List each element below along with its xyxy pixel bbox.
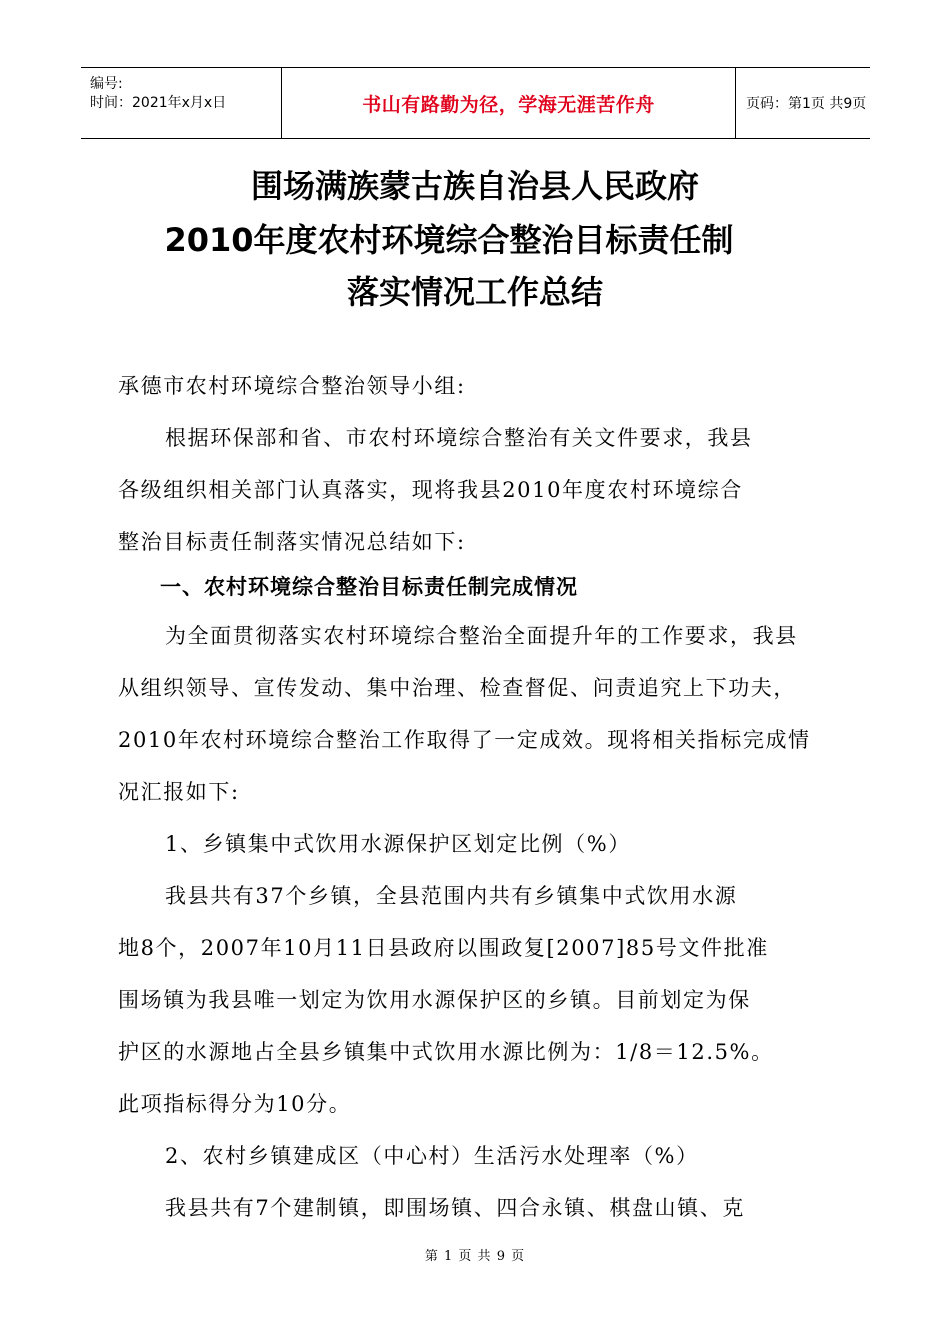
header-meta-cell xyxy=(81,68,281,138)
title-line-3: 落实情况工作总结 xyxy=(346,273,603,311)
item-1-heading: 1、乡镇集中式饮用水源保护区划定比例（%） xyxy=(165,832,631,856)
title-line-2: 2010年度农村环境综合整治目标责任制 xyxy=(164,221,734,259)
section-1-heading: 一、农村环境综合整治目标责任制完成情况 xyxy=(160,575,578,599)
section-1-line-1: 为全面贯彻落实农村环境综合整治全面提升年的工作要求，我县 xyxy=(165,624,798,648)
footer-page-number: 第 1 页 共 9 页 xyxy=(424,1249,526,1264)
section-1-line-2: 从组织领导、宣传发动、集中治理、检查督促、问责追究上下功夫， xyxy=(118,676,796,700)
item-1-line-2: 地8个，2007年10月11日县政府以围政复[2007]85号文件批准 xyxy=(118,936,769,960)
header-motto-cell xyxy=(281,68,736,138)
title-line-1: 围场满族蒙古族自治县人民政府 xyxy=(250,167,699,205)
item-2-heading: 2、农村乡镇建成区（中心村）生活污水处理率（%） xyxy=(165,1144,699,1168)
intro-line-1: 根据环保部和省、市农村环境综合整治有关文件要求，我县 xyxy=(165,426,753,450)
salutation: 承德市农村环境综合整治领导小组: xyxy=(118,374,466,398)
header-page-info: 页码：第1页 共9页 xyxy=(746,96,867,112)
time-label: 时间：2021年x月x日 xyxy=(90,95,227,111)
item-2-line-1: 我县共有7个建制镇，即围场镇、四合永镇、棋盘山镇、克 xyxy=(165,1196,745,1220)
item-1-line-3: 围场镇为我县唯一划定为饮用水源保护区的乡镇。目前划定为保 xyxy=(118,988,751,1012)
intro-line-3: 整治目标责任制落实情况总结如下: xyxy=(118,530,466,554)
intro-line-2: 各级组织相关部门认真落实，现将我县2010年度农村环境综合 xyxy=(118,478,743,502)
header-page-cell xyxy=(736,68,870,138)
section-1-line-4: 况汇报如下: xyxy=(118,780,240,804)
serial-label: 编号: xyxy=(90,76,123,92)
section-1-line-3: 2010年农村环境综合整治工作取得了一定成效。现将相关指标完成情 xyxy=(118,728,811,752)
document-header xyxy=(81,67,870,139)
item-1-line-4: 护区的水源地占全县乡镇集中式饮用水源比例为：1/8＝12.5%。 xyxy=(118,1040,774,1064)
item-1-line-5: 此项指标得分为10分。 xyxy=(118,1092,352,1116)
item-1-line-1: 我县共有37个乡镇，全县范围内共有乡镇集中式饮用水源 xyxy=(165,884,738,908)
motto-text: 书山有路勤为径，学海无涯苦作舟 xyxy=(362,93,655,116)
